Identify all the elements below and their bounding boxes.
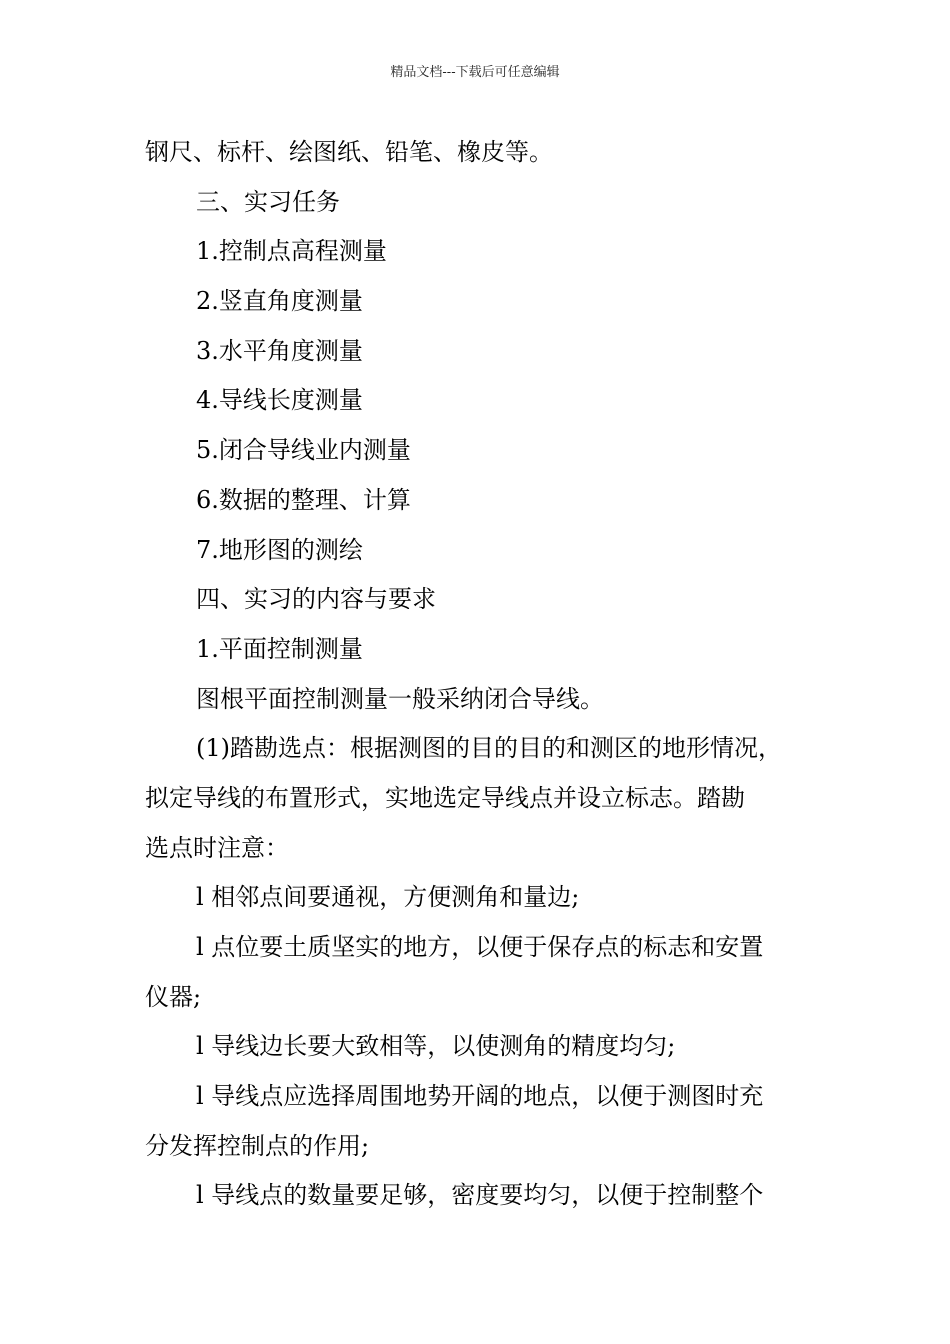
bullet-item: l 相邻点间要通视，方便测角和量边;: [196, 883, 580, 912]
bullet-item: l 点位要土质坚实的地方，以便于保存点的标志和安置: [196, 933, 764, 961]
section-heading: 三、实习任务: [196, 187, 340, 216]
text-line: 仪器;: [145, 982, 202, 1011]
text-line: 选点时注意：: [145, 833, 289, 862]
section-heading: 四、实习的内容与要求: [196, 585, 436, 614]
task-item: 7.地形图的测绘: [196, 535, 363, 564]
task-item: 2.竖直角度测量: [196, 287, 363, 316]
task-item: 4.导线长度测量: [196, 386, 363, 415]
text-line: 拟定导线的布置形式，实地选定导线点并设立标志。踏勘: [145, 783, 745, 812]
document-body: [145, 128, 815, 1221]
bullet-item: l 导线边长要大致相等，以使测角的精度均匀;: [196, 1032, 676, 1061]
task-item: 3.水平角度测量: [196, 336, 363, 365]
text-line: 图根平面控制测量一般采纳闭合导线。: [196, 684, 604, 713]
bullet-item: l 导线点的数量要足够，密度要均匀，以便于控制整个: [196, 1181, 764, 1210]
task-item: 1.控制点高程测量: [196, 237, 387, 266]
text-line: 钢尺、标杆、绘图纸、铅笔、橡皮等。: [145, 138, 553, 166]
bullet-item: l 导线点应选择周围地势开阔的地点，以便于测图时充: [196, 1082, 764, 1111]
task-item: 6.数据的整理、计算: [196, 485, 411, 514]
page-header: 精品文档---下载后可任意编辑: [390, 65, 560, 80]
task-item: 5.闭合导线业内测量: [196, 436, 411, 465]
text-line: (1)踏勘选点：根据测图的目的目的和测区的地形情况，: [196, 734, 782, 763]
text-line: 分发挥控制点的作用;: [145, 1131, 370, 1160]
subsection-heading: 1.平面控制测量: [196, 634, 363, 663]
